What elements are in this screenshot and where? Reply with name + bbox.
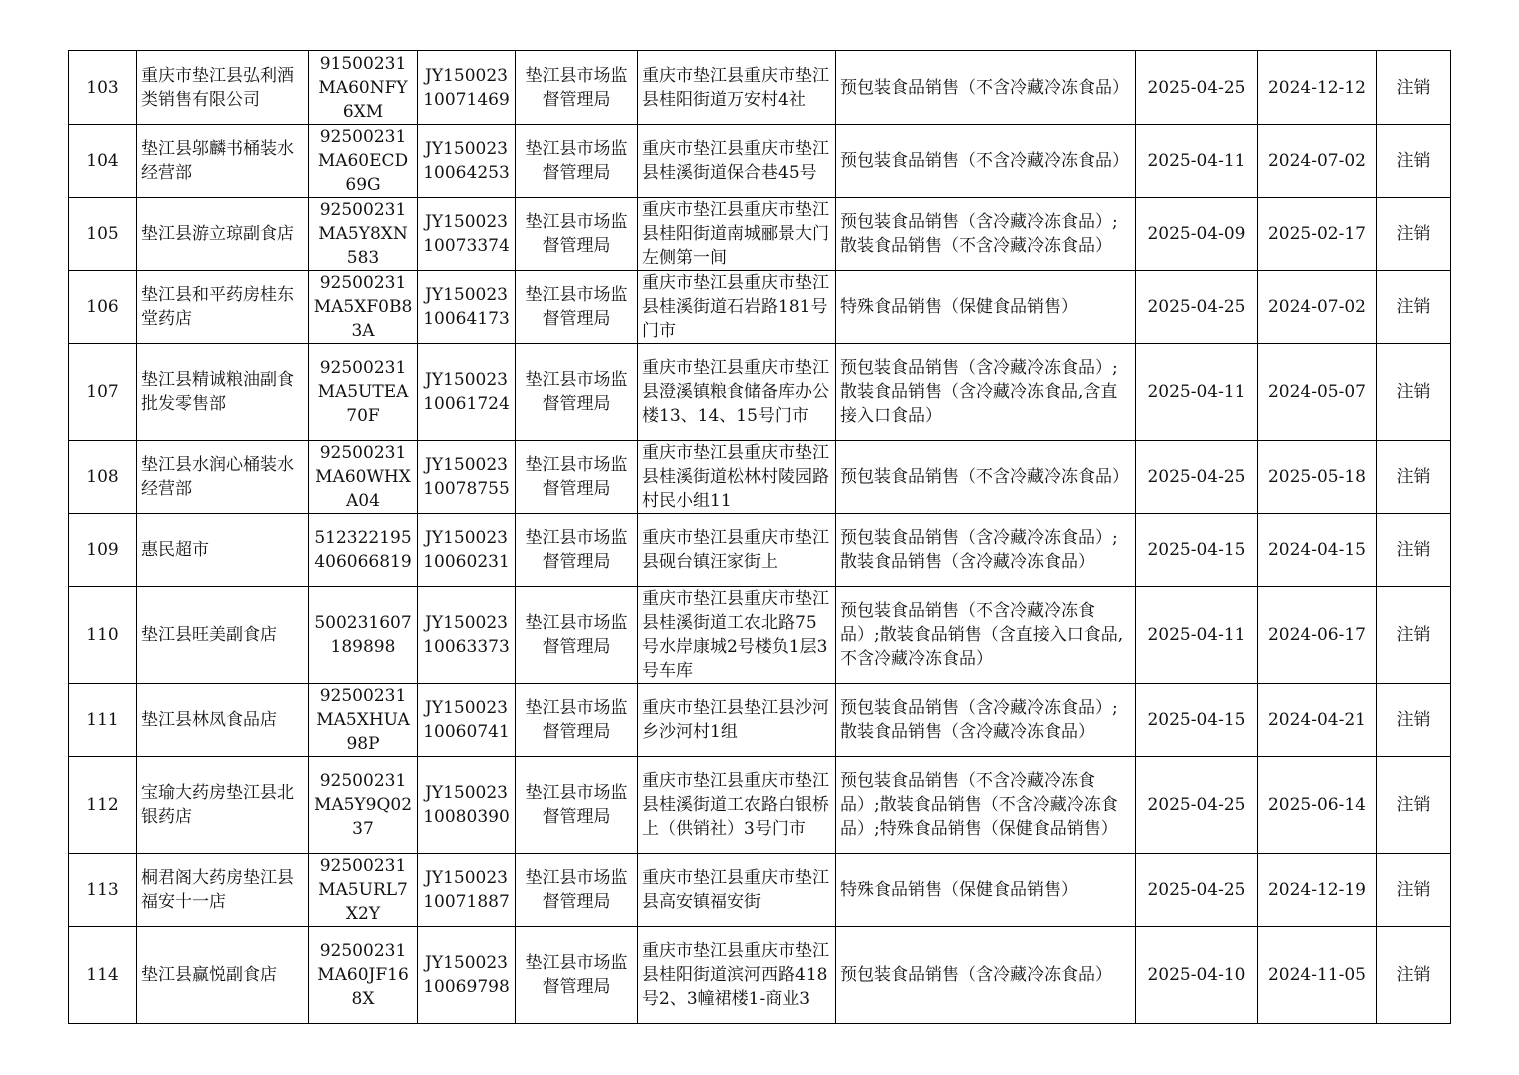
expiry-date: 2024-07-02 bbox=[1258, 271, 1377, 344]
status-cell: 注销 bbox=[1377, 757, 1451, 854]
expiry-date: 2024-04-15 bbox=[1258, 514, 1377, 587]
business-name: 惠民超市 bbox=[137, 514, 309, 587]
license-number: JY15002310060231 bbox=[418, 514, 516, 587]
business-address: 重庆市垫江县重庆市垫江县澄溪镇粮食储备库办公楼13、14、15号门市 bbox=[638, 344, 836, 441]
issuing-authority: 垫江县市场监督管理局 bbox=[516, 757, 638, 854]
table-row bbox=[69, 514, 1451, 587]
row-number: 113 bbox=[69, 854, 137, 927]
business-address: 重庆市垫江县重庆市垫江县桂阳街道万安村4社 bbox=[638, 51, 836, 125]
issuing-authority: 垫江县市场监督管理局 bbox=[516, 854, 638, 927]
license-number: JY15002310064253 bbox=[418, 125, 516, 198]
row-number: 109 bbox=[69, 514, 137, 587]
table-row bbox=[69, 587, 1451, 684]
license-number: JY15002310078755 bbox=[418, 441, 516, 514]
business-address: 重庆市垫江县重庆市垫江县桂溪街道工农路白银桥上（供销社）3号门市 bbox=[638, 757, 836, 854]
credit-code: 92500231MA5XHUA98P bbox=[309, 684, 418, 757]
credit-code: 92500231MA5URL7X2Y bbox=[309, 854, 418, 927]
business-scope: 预包装食品销售（不含冷藏冷冻食品） bbox=[836, 125, 1136, 198]
expiry-date: 2024-12-12 bbox=[1258, 51, 1377, 125]
issuing-authority: 垫江县市场监督管理局 bbox=[516, 514, 638, 587]
business-name: 重庆市垫江县弘利酒类销售有限公司 bbox=[137, 51, 309, 125]
business-scope: 预包装食品销售（不含冷藏冷冻食品）;散装食品销售（含直接入口食品,不含冷藏冷冻食品） bbox=[836, 587, 1136, 684]
business-name: 垫江县水润心桶装水经营部 bbox=[137, 441, 309, 514]
business-scope: 预包装食品销售（不含冷藏冷冻食品） bbox=[836, 51, 1136, 125]
table-row bbox=[69, 927, 1451, 1024]
table-row bbox=[69, 125, 1451, 198]
table-row bbox=[69, 757, 1451, 854]
credit-code: 92500231MA5Y9Q0237 bbox=[309, 757, 418, 854]
cancellation-date: 2025-04-11 bbox=[1136, 587, 1258, 684]
row-number: 106 bbox=[69, 271, 137, 344]
table-row bbox=[69, 684, 1451, 757]
status-cell: 注销 bbox=[1377, 684, 1451, 757]
business-address: 重庆市垫江县重庆市垫江县桂溪街道工农北路75号水岸康城2号楼负1层3号车库 bbox=[638, 587, 836, 684]
issuing-authority: 垫江县市场监督管理局 bbox=[516, 125, 638, 198]
business-name: 垫江县赢悦副食店 bbox=[137, 927, 309, 1024]
expiry-date: 2024-04-21 bbox=[1258, 684, 1377, 757]
credit-code: 92500231MA60JF168X bbox=[309, 927, 418, 1024]
table-row bbox=[69, 441, 1451, 514]
issuing-authority: 垫江县市场监督管理局 bbox=[516, 684, 638, 757]
expiry-date: 2025-02-17 bbox=[1258, 198, 1377, 271]
business-name: 垫江县精诚粮油副食批发零售部 bbox=[137, 344, 309, 441]
business-address: 重庆市垫江县重庆市垫江县桂阳街道南城郦景大门左侧第一间 bbox=[638, 198, 836, 271]
issuing-authority: 垫江县市场监督管理局 bbox=[516, 51, 638, 125]
business-address: 重庆市垫江县重庆市垫江县高安镇福安街 bbox=[638, 854, 836, 927]
cancellation-date: 2025-04-11 bbox=[1136, 344, 1258, 441]
business-name: 垫江县邬麟书桶装水经营部 bbox=[137, 125, 309, 198]
status-cell: 注销 bbox=[1377, 198, 1451, 271]
status-cell: 注销 bbox=[1377, 854, 1451, 927]
issuing-authority: 垫江县市场监督管理局 bbox=[516, 198, 638, 271]
business-scope: 预包装食品销售（含冷藏冷冻食品）;散装食品销售（含冷藏冷冻食品,含直接入口食品） bbox=[836, 344, 1136, 441]
expiry-date: 2024-06-17 bbox=[1258, 587, 1377, 684]
expiry-date: 2024-12-19 bbox=[1258, 854, 1377, 927]
license-cancellation-table bbox=[68, 50, 1451, 1024]
license-number: JY15002310073374 bbox=[418, 198, 516, 271]
business-name: 垫江县旺美副食店 bbox=[137, 587, 309, 684]
table-row bbox=[69, 51, 1451, 125]
status-cell: 注销 bbox=[1377, 125, 1451, 198]
row-number: 108 bbox=[69, 441, 137, 514]
issuing-authority: 垫江县市场监督管理局 bbox=[516, 344, 638, 441]
cancellation-date: 2025-04-25 bbox=[1136, 51, 1258, 125]
status-cell: 注销 bbox=[1377, 51, 1451, 125]
business-scope: 特殊食品销售（保健食品销售） bbox=[836, 271, 1136, 344]
business-scope: 预包装食品销售（不含冷藏冷冻食品）;散装食品销售（不含冷藏冷冻食品）;特殊食品销售（保健食品销售） bbox=[836, 757, 1136, 854]
business-name: 桐君阁大药房垫江县福安十一店 bbox=[137, 854, 309, 927]
table-row bbox=[69, 854, 1451, 927]
business-name: 垫江县和平药房桂东堂药店 bbox=[137, 271, 309, 344]
status-cell: 注销 bbox=[1377, 344, 1451, 441]
license-number: JY15002310060741 bbox=[418, 684, 516, 757]
cancellation-date: 2025-04-25 bbox=[1136, 441, 1258, 514]
row-number: 111 bbox=[69, 684, 137, 757]
credit-code: 92500231MA5UTEA70F bbox=[309, 344, 418, 441]
credit-code: 92500231MA5XF0B83A bbox=[309, 271, 418, 344]
cancellation-date: 2025-04-11 bbox=[1136, 125, 1258, 198]
cancellation-date: 2025-04-25 bbox=[1136, 854, 1258, 927]
expiry-date: 2025-05-18 bbox=[1258, 441, 1377, 514]
issuing-authority: 垫江县市场监督管理局 bbox=[516, 587, 638, 684]
row-number: 110 bbox=[69, 587, 137, 684]
cancellation-date: 2025-04-25 bbox=[1136, 271, 1258, 344]
business-address: 重庆市垫江县重庆市垫江县桂阳街道滨河西路418号2、3幢裙楼1-商业3 bbox=[638, 927, 836, 1024]
license-number: JY15002310064173 bbox=[418, 271, 516, 344]
cancellation-date: 2025-04-10 bbox=[1136, 927, 1258, 1024]
row-number: 103 bbox=[69, 51, 137, 125]
row-number: 107 bbox=[69, 344, 137, 441]
issuing-authority: 垫江县市场监督管理局 bbox=[516, 441, 638, 514]
business-address: 重庆市垫江县重庆市垫江县砚台镇汪家街上 bbox=[638, 514, 836, 587]
status-cell: 注销 bbox=[1377, 514, 1451, 587]
credit-code: 92500231MA60ECD69G bbox=[309, 125, 418, 198]
business-address: 重庆市垫江县重庆市垫江县桂溪街道保合巷45号 bbox=[638, 125, 836, 198]
expiry-date: 2025-06-14 bbox=[1258, 757, 1377, 854]
row-number: 104 bbox=[69, 125, 137, 198]
issuing-authority: 垫江县市场监督管理局 bbox=[516, 271, 638, 344]
status-cell: 注销 bbox=[1377, 441, 1451, 514]
credit-code: 92500231MA60WHXA04 bbox=[309, 441, 418, 514]
business-scope: 特殊食品销售（保健食品销售） bbox=[836, 854, 1136, 927]
license-number: JY15002310069798 bbox=[418, 927, 516, 1024]
business-scope: 预包装食品销售（不含冷藏冷冻食品） bbox=[836, 441, 1136, 514]
expiry-date: 2024-05-07 bbox=[1258, 344, 1377, 441]
issuing-authority: 垫江县市场监督管理局 bbox=[516, 927, 638, 1024]
business-name: 垫江县游立琼副食店 bbox=[137, 198, 309, 271]
table-row bbox=[69, 198, 1451, 271]
business-scope: 预包装食品销售（含冷藏冷冻食品）;散装食品销售（含冷藏冷冻食品） bbox=[836, 514, 1136, 587]
cancellation-date: 2025-04-09 bbox=[1136, 198, 1258, 271]
table-row bbox=[69, 344, 1451, 441]
row-number: 114 bbox=[69, 927, 137, 1024]
license-number: JY15002310061724 bbox=[418, 344, 516, 441]
license-number: JY15002310071469 bbox=[418, 51, 516, 125]
row-number: 105 bbox=[69, 198, 137, 271]
row-number: 112 bbox=[69, 757, 137, 854]
business-name: 垫江县林凤食品店 bbox=[137, 684, 309, 757]
expiry-date: 2024-11-05 bbox=[1258, 927, 1377, 1024]
credit-code: 91500231MA60NFY6XM bbox=[309, 51, 418, 125]
license-number: JY15002310071887 bbox=[418, 854, 516, 927]
cancellation-date: 2025-04-15 bbox=[1136, 514, 1258, 587]
business-address: 重庆市垫江县重庆市垫江县桂溪街道松林村陵园路村民小组11 bbox=[638, 441, 836, 514]
status-cell: 注销 bbox=[1377, 271, 1451, 344]
status-cell: 注销 bbox=[1377, 927, 1451, 1024]
cancellation-date: 2025-04-25 bbox=[1136, 757, 1258, 854]
table-row bbox=[69, 271, 1451, 344]
credit-code: 512322195406066819 bbox=[309, 514, 418, 587]
credit-code: 500231607189898 bbox=[309, 587, 418, 684]
license-number: JY15002310080390 bbox=[418, 757, 516, 854]
status-cell: 注销 bbox=[1377, 587, 1451, 684]
license-number: JY15002310063373 bbox=[418, 587, 516, 684]
business-scope: 预包装食品销售（含冷藏冷冻食品） bbox=[836, 927, 1136, 1024]
expiry-date: 2024-07-02 bbox=[1258, 125, 1377, 198]
business-address: 重庆市垫江县垫江县沙河乡沙河村1组 bbox=[638, 684, 836, 757]
cancellation-date: 2025-04-15 bbox=[1136, 684, 1258, 757]
credit-code: 92500231MA5Y8XN583 bbox=[309, 198, 418, 271]
business-scope: 预包装食品销售（含冷藏冷冻食品）;散装食品销售（含冷藏冷冻食品） bbox=[836, 684, 1136, 757]
business-address: 重庆市垫江县重庆市垫江县桂溪街道石岩路181号门市 bbox=[638, 271, 836, 344]
business-scope: 预包装食品销售（含冷藏冷冻食品）;散装食品销售（不含冷藏冷冻食品） bbox=[836, 198, 1136, 271]
business-name: 宝瑜大药房垫江县北银药店 bbox=[137, 757, 309, 854]
